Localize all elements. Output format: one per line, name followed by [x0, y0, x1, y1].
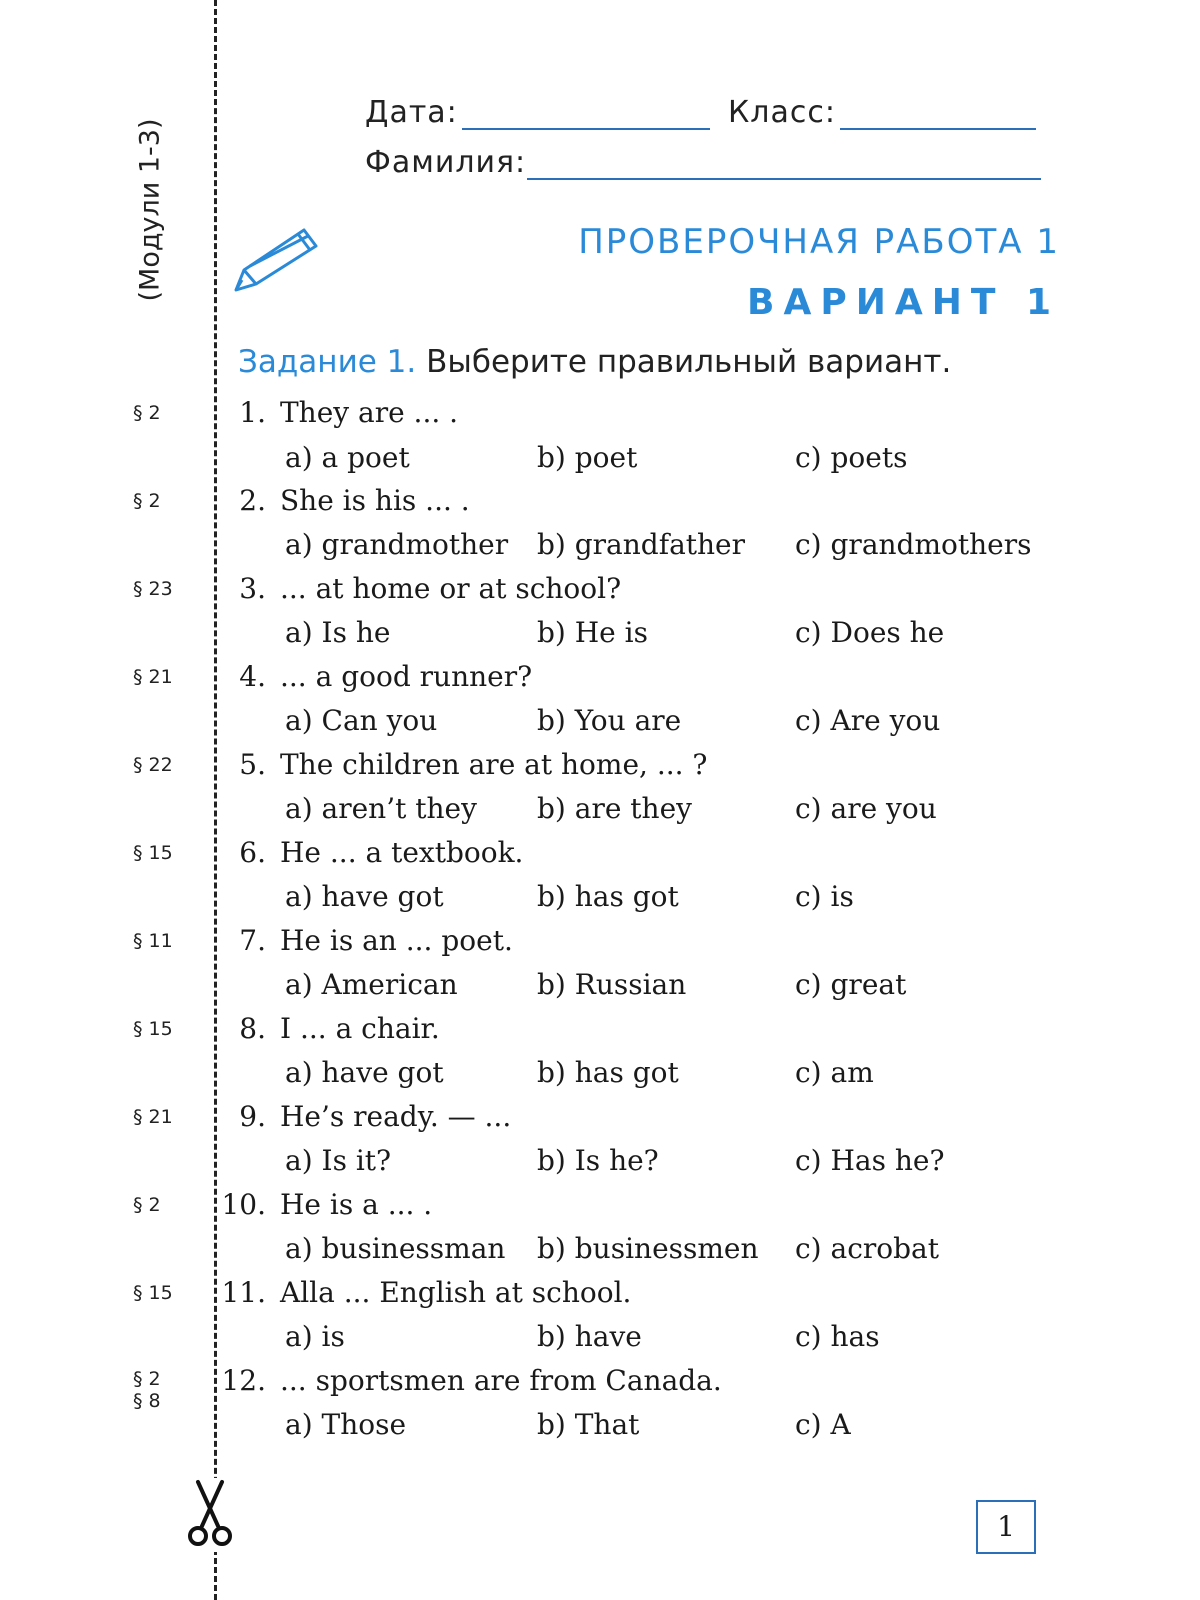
option-a[interactable]: a) grandmother	[285, 528, 509, 561]
question-text: He is an ... poet.	[280, 924, 513, 957]
section-ref: § 21	[133, 666, 173, 688]
option-c[interactable]: c) acrobat	[795, 1232, 939, 1265]
question-text: I ... a chair.	[280, 1012, 440, 1045]
option-b[interactable]: b) have	[537, 1320, 642, 1353]
class-field[interactable]	[840, 128, 1036, 130]
question-number: 3.	[239, 572, 266, 605]
option-b[interactable]: b) has got	[537, 1056, 679, 1089]
option-c[interactable]: c) is	[795, 880, 854, 913]
question-text: ... at home or at school?	[280, 572, 622, 605]
option-a[interactable]: a) is	[285, 1320, 345, 1353]
section-ref: § 22	[133, 754, 173, 776]
section-ref: § 2	[133, 402, 161, 424]
option-c[interactable]: c) Has he?	[795, 1144, 945, 1177]
option-c[interactable]: c) has	[795, 1320, 880, 1353]
date-label: Дата:	[365, 95, 458, 130]
option-a[interactable]: a) have got	[285, 880, 444, 913]
question-number: 9.	[239, 1100, 266, 1133]
question-number: 12.	[221, 1364, 266, 1397]
section-ref: § 2	[133, 1194, 161, 1216]
section-ref: § 15	[133, 1018, 173, 1040]
question-number: 2.	[239, 484, 266, 517]
question-number: 4.	[239, 660, 266, 693]
margin-label: (Модули 1-3)	[134, 118, 166, 302]
option-a[interactable]: a) aren’t they	[285, 792, 477, 825]
option-c[interactable]: c) grandmothers	[795, 528, 1032, 561]
option-b[interactable]: b) poet	[537, 441, 638, 474]
surname-field[interactable]	[527, 178, 1041, 180]
question-text: Alla ... English at school.	[280, 1276, 632, 1309]
question-number: 7.	[239, 924, 266, 957]
date-field[interactable]	[462, 128, 710, 130]
question-text: He ... a textbook.	[280, 836, 524, 869]
question-number: 1.	[239, 396, 266, 429]
option-a[interactable]: a) Is he	[285, 616, 391, 649]
variant-title: ВАРИАНТ 1	[747, 282, 1060, 323]
section-ref: § 21	[133, 1106, 173, 1128]
question-text: They are ... .	[280, 396, 459, 429]
question-text: He is a ... .	[280, 1188, 433, 1221]
question-number: 5.	[239, 748, 266, 781]
option-a[interactable]: a) Those	[285, 1408, 407, 1441]
cut-line	[214, 0, 217, 1600]
test-title: ПРОВЕРОЧНАЯ РАБОТА 1	[578, 222, 1060, 262]
question-text: ... sportsmen are from Canada.	[280, 1364, 722, 1397]
option-b[interactable]: b) businessmen	[537, 1232, 759, 1265]
section-ref: § 15	[133, 842, 173, 864]
section-ref: § 23	[133, 578, 173, 600]
question-text: She is his ... .	[280, 484, 470, 517]
option-c[interactable]: c) poets	[795, 441, 908, 474]
option-b[interactable]: b) are they	[537, 792, 692, 825]
section-ref: § 2	[133, 490, 161, 512]
question-number: 6.	[239, 836, 266, 869]
pencil-icon	[228, 222, 328, 300]
class-label: Класс:	[728, 95, 836, 130]
section-ref: § 8	[133, 1390, 161, 1412]
option-c[interactable]: c) A	[795, 1408, 851, 1441]
option-b[interactable]: b) grandfather	[537, 528, 746, 561]
question-number: 10.	[221, 1188, 266, 1221]
question-text: ... a good runner?	[280, 660, 533, 693]
question-text: The children are at home, ... ?	[280, 748, 708, 781]
option-b[interactable]: b) has got	[537, 880, 679, 913]
option-c[interactable]: c) are you	[795, 792, 937, 825]
surname-label: Фамилия:	[365, 145, 527, 180]
section-ref: § 11	[133, 930, 173, 952]
option-b[interactable]: b) Russian	[537, 968, 687, 1001]
question-number: 8.	[239, 1012, 266, 1045]
option-c[interactable]: c) am	[795, 1056, 874, 1089]
task-label: Задание 1.	[238, 344, 417, 380]
option-a[interactable]: a) Is it?	[285, 1144, 392, 1177]
section-ref: § 15	[133, 1282, 173, 1304]
page-number: 1	[976, 1500, 1036, 1554]
option-b[interactable]: b) That	[537, 1408, 640, 1441]
option-c[interactable]: c) great	[795, 968, 907, 1001]
option-a[interactable]: a) American	[285, 968, 458, 1001]
section-ref: § 2	[133, 1368, 161, 1390]
task-heading	[238, 344, 951, 380]
task-text: Выберите правильный вариант.	[426, 344, 952, 380]
question-number: 11.	[221, 1276, 266, 1309]
option-a[interactable]: a) businessman	[285, 1232, 506, 1265]
option-c[interactable]: c) Does he	[795, 616, 945, 649]
scissors-icon	[186, 1478, 234, 1552]
option-b[interactable]: b) Is he?	[537, 1144, 659, 1177]
option-a[interactable]: a) Can you	[285, 704, 438, 737]
option-b[interactable]: b) He is	[537, 616, 648, 649]
question-text: He’s ready. — ...	[280, 1100, 512, 1133]
option-c[interactable]: c) Are you	[795, 704, 941, 737]
option-a[interactable]: a) have got	[285, 1056, 444, 1089]
option-a[interactable]: a) a poet	[285, 441, 410, 474]
option-b[interactable]: b) You are	[537, 704, 682, 737]
